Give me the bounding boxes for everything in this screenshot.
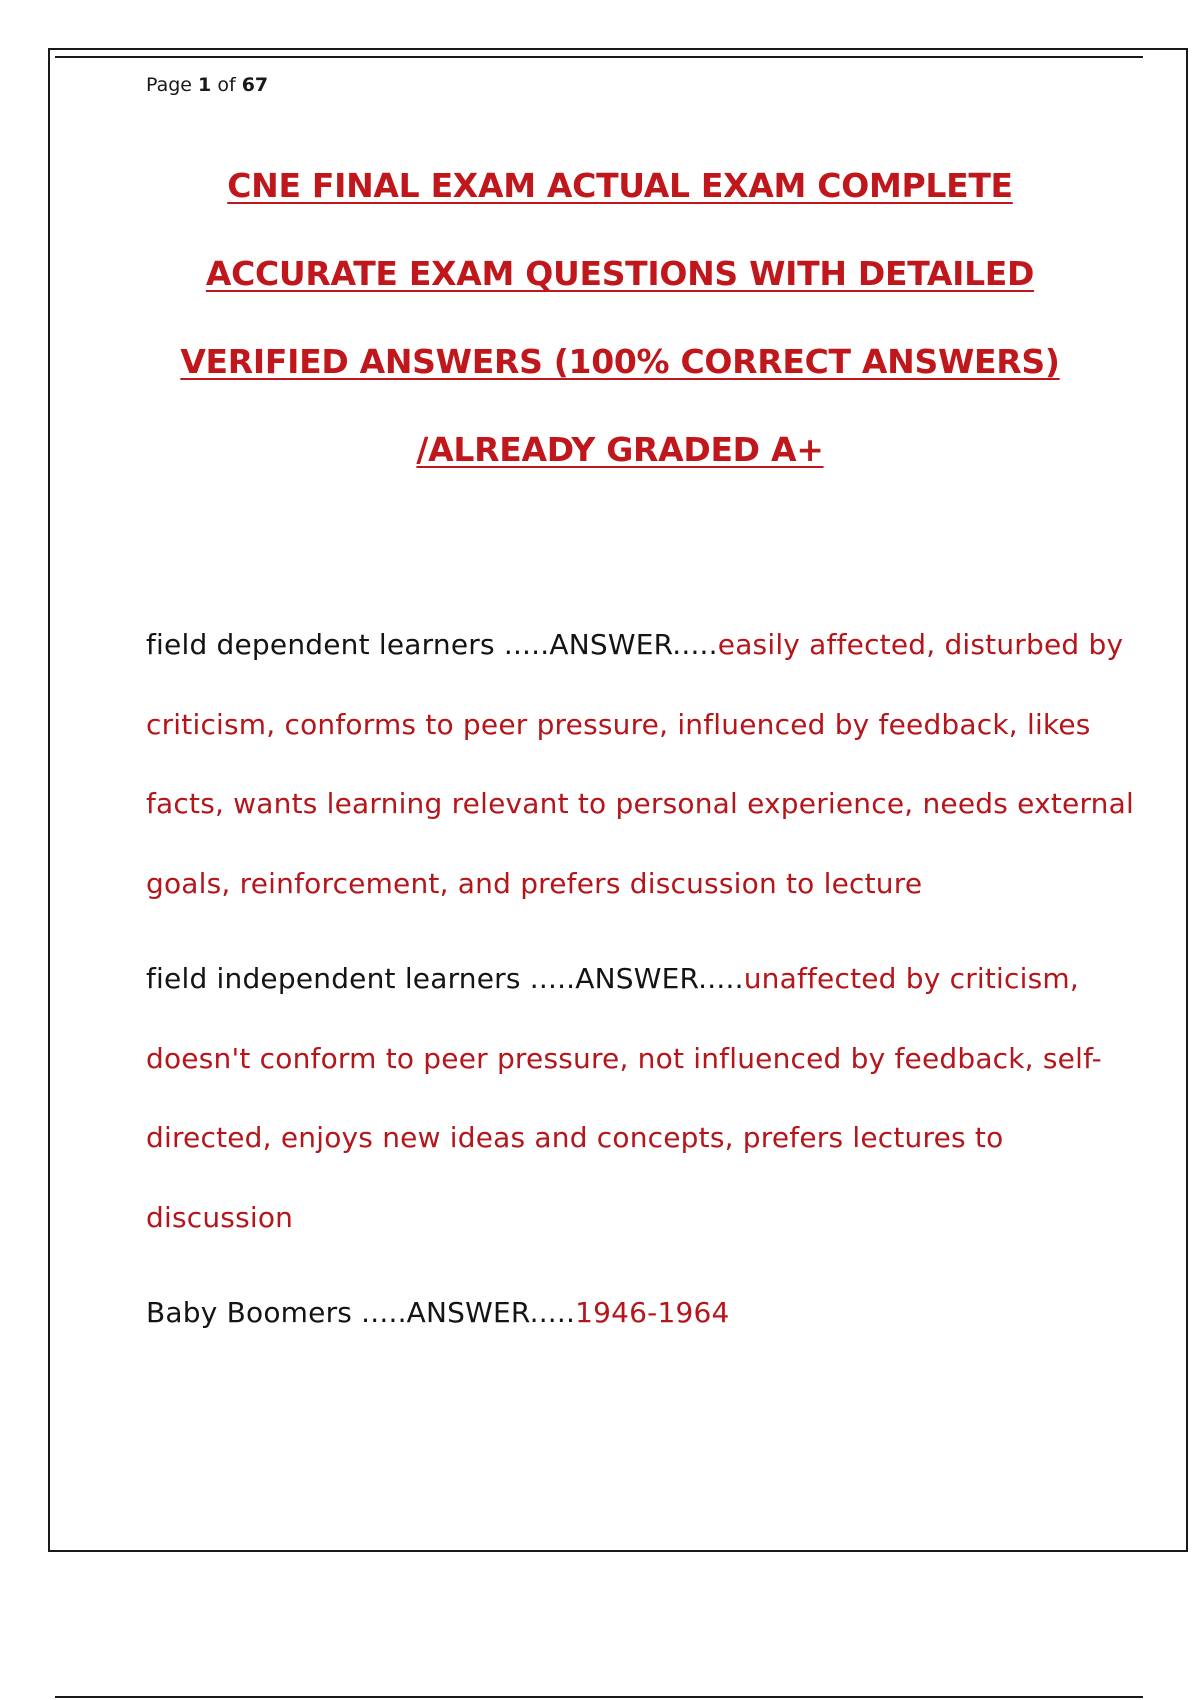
document-title	[100, 142, 1140, 494]
page-label: Page	[146, 74, 192, 96]
page-of: of	[217, 74, 236, 96]
qa-answer: 1946-1964	[575, 1296, 730, 1329]
header-rule	[55, 56, 1143, 58]
title-line-2: ACCURATE EXAM QUESTIONS WITH DETAILED	[205, 254, 1035, 293]
qa-answer: unaffected by criticism, doesn't conform to peer pressure, not influenced by feedback, self-directed, enjoys new ideas and concepts, prefers lectures to discussion	[146, 962, 1102, 1234]
title-line-4: /ALREADY GRADED A+	[416, 430, 824, 469]
qa-item-field-independent	[146, 939, 1146, 1257]
qa-term: field independent learners .....ANSWER.....	[146, 962, 744, 995]
title-line-3: VERIFIED ANSWERS (100% CORRECT ANSWERS)	[180, 342, 1060, 381]
qa-term: field dependent learners .....ANSWER.....	[146, 628, 718, 661]
question-answer-list	[146, 605, 1146, 1369]
qa-answer: easily affected, disturbed by criticism, conforms to peer pressure, influenced by feedback, likes facts, wants learning relevant to personal experience, needs external goals, reinforcement, and prefers discussion to lecture	[146, 628, 1134, 900]
page-counter	[146, 74, 268, 96]
qa-item-field-dependent	[146, 605, 1146, 923]
title-line-1: CNE FINAL EXAM ACTUAL EXAM COMPLETE	[227, 166, 1013, 205]
qa-item-baby-boomers	[146, 1273, 1146, 1353]
page-total: 67	[241, 74, 269, 96]
page-current: 1	[198, 74, 212, 96]
footer-rule	[55, 1696, 1143, 1698]
qa-term: Baby Boomers .....ANSWER.....	[146, 1296, 576, 1329]
